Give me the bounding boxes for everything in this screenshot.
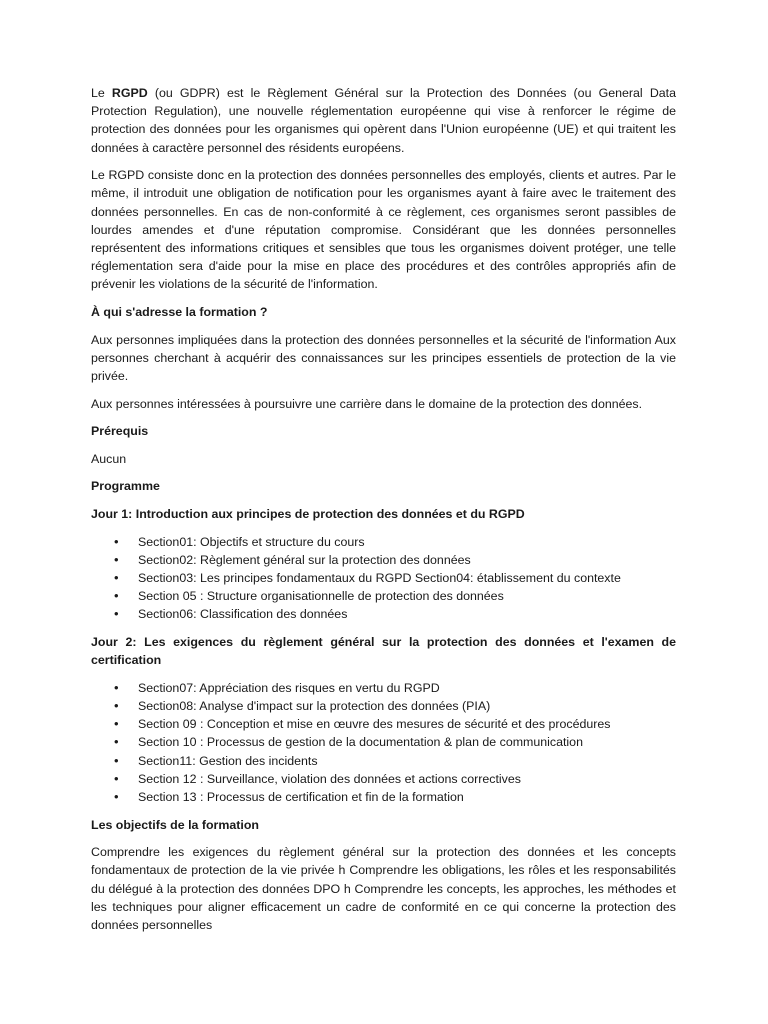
- list-item: [91, 752, 676, 770]
- bullet-icon: •: [114, 697, 119, 713]
- bullet-icon: •: [114, 588, 119, 604]
- intro-prefix: Le: [91, 86, 112, 100]
- bullet-icon: •: [114, 606, 119, 622]
- day1-list: [91, 533, 676, 624]
- audience-line-1: Aux personnes impliquées dans la protection des données personnelles et la sécurité de l'information: [91, 332, 652, 347]
- audience-lines: [91, 331, 676, 386]
- document-page: [91, 84, 676, 934]
- list-item-text: Section 09 : Conception et mise en œuvre des mesures de sécurité et des procédures: [138, 717, 611, 732]
- bullet-icon: •: [114, 679, 119, 695]
- intro-rgpd-term: RGPD: [111, 86, 148, 100]
- bullet-icon: •: [114, 716, 119, 732]
- prerequis-value: Aucun: [91, 451, 127, 466]
- list-item: [91, 569, 676, 587]
- list-item-text: Section01: Objectifs et structure du cours: [138, 534, 365, 549]
- list-item-text: Section06: Classification des données: [138, 607, 348, 622]
- bullet-icon: •: [114, 569, 119, 585]
- list-item: [91, 697, 676, 715]
- bullet-icon: •: [114, 551, 119, 567]
- list-item-text: Section02: Règlement général sur la protection des données: [138, 552, 471, 567]
- audience-line-2: Aux personnes cherchant à acquérir des connaissances sur les principes essentiels de protection de la vie privée.: [91, 332, 676, 384]
- prerequis-heading: Prérequis: [91, 424, 149, 439]
- list-item-text: Section 12 : Surveillance, violation des données et actions correctives: [138, 771, 521, 786]
- list-item-text: Section 13 : Processus de certification et fin de la formation: [138, 790, 464, 804]
- bullet-icon: •: [114, 752, 119, 768]
- list-item: [91, 679, 676, 697]
- list-item: [91, 587, 676, 605]
- day2-list: [91, 679, 676, 806]
- intro-rest: (ou GDPR) est le Règlement Général sur la Protection des Données (ou General Data Protection Regulation), une nouvelle réglementation européenne qui vise à renforcer le régime de protection des données pour les organismes qui opèrent dans l'Union européenne (UE) et qui traitent les données à caractère personnel des résidents européens.: [91, 86, 676, 155]
- objectifs-heading: Les objectifs de la formation: [91, 817, 259, 832]
- intro-paragraph: [91, 84, 676, 157]
- rgpd-description-paragraph: Le RGPD consiste donc en la protection des données personnelles des employés, clients et autres. Par le même, il introduit une obligation de notification pour les organismes ayant à faire avec le traitement des données personnelles. En cas de non-conformité à ce règlement, ces organismes seront passibles de lourdes amendes et d'une réputation compromise. Considérant que les données personnelles représentent des informations critiques et sensibles que tous les organismes doivent protéger, une telle réglementation sera d'aide pour la mise en place des procédures et des contrôles appropriés afin de prévenir les violations de la sécurité de l'information.: [91, 168, 676, 292]
- list-item: [91, 605, 676, 623]
- list-item: [91, 788, 676, 806]
- list-item-text: Section07: Appréciation des risques en vertu du RGPD: [138, 680, 440, 695]
- list-item: [91, 770, 676, 788]
- bullet-icon: •: [114, 533, 119, 549]
- list-item: [91, 733, 676, 751]
- bullet-icon: •: [114, 789, 119, 804]
- day2-title: Jour 2: Les exigences du règlement général sur la protection des données et l'examen de certification: [91, 634, 676, 668]
- bullet-icon: •: [114, 734, 119, 750]
- objectifs-paragraph: Comprendre les exigences du règlement général sur la protection des données et les concepts fondamentaux de protection de la vie privée h Comprendre les obligations, les rôles et les responsabilités du délégué à la protection des données DPO h Comprendre les concepts, les approches, les méthodes et les techniques pour aligner efficacement un cadre de conformité en ce qui concerne la protection des données personnelles: [91, 845, 676, 932]
- audience-line-3: Aux personnes intéressées à poursuivre une carrière dans le domaine de la protection des données.: [91, 396, 643, 411]
- audience-heading: À qui s'adresse la formation ?: [91, 305, 268, 320]
- list-item-text: Section 10 : Processus de gestion de la documentation & plan de communication: [138, 735, 583, 750]
- list-item-text: Section11: Gestion des incidents: [138, 753, 318, 768]
- list-item-text: Section 05 : Structure organisationnelle de protection des données: [138, 589, 504, 604]
- day1-title: Jour 1: Introduction aux principes de protection des données et du RGPD: [91, 506, 525, 521]
- list-item-text: Section08: Analyse d'impact sur la protection des données (PIA): [138, 698, 491, 713]
- programme-heading: Programme: [91, 479, 160, 494]
- list-item: [91, 715, 676, 733]
- bullet-icon: •: [114, 770, 119, 786]
- list-item: [91, 533, 676, 551]
- list-item-text: Section03: Les principes fondamentaux du RGPD Section04: établissement du contexte: [138, 570, 621, 585]
- list-item: [91, 551, 676, 569]
